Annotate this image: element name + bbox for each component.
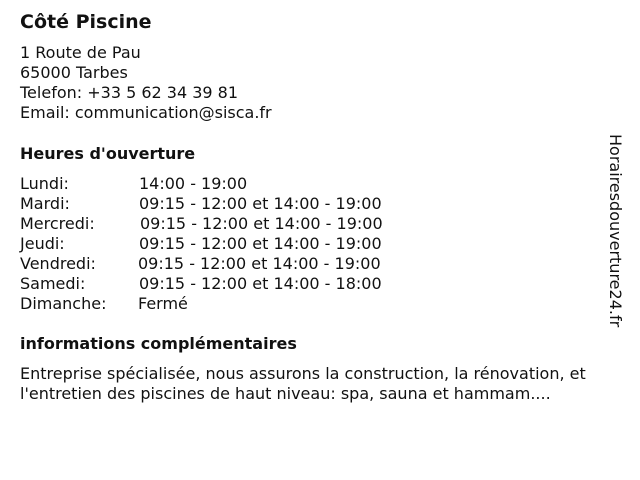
address-street: 1 Route de Pau: [20, 43, 141, 62]
hours-heading: Heures d'ouverture: [20, 144, 196, 163]
contact-block: [20, 43, 272, 123]
info-heading: informations complémentaires: [20, 334, 297, 353]
hours-day: Dimanche:: [20, 294, 107, 313]
business-name: Côté Piscine: [20, 11, 152, 33]
hours-day: Mercredi:: [20, 214, 95, 233]
hours-time: Fermé: [138, 294, 188, 313]
hours-time: 09:15 - 12:00 et 14:00 - 19:00: [138, 254, 381, 273]
hours-time: 09:15 - 12:00 et 14:00 - 19:00: [139, 194, 382, 213]
hours-time: 09:15 - 12:00 et 14:00 - 19:00: [140, 214, 383, 233]
hours-day: Lundi:: [20, 174, 69, 193]
site-watermark: Horairesdouverture24.fr: [606, 134, 625, 328]
hours-day: Jeudi:: [20, 234, 65, 253]
hours-day: Samedi:: [20, 274, 86, 293]
info-description: Entreprise spécialisée, nous assurons la construction, la rénovation, et l'entretien des piscines de haut niveau: spa, sauna et hammam....: [20, 364, 586, 403]
hours-day: Mardi:: [20, 194, 70, 213]
email-text: Email: communication@sisca.fr: [20, 103, 272, 122]
hours-day: Vendredi:: [20, 254, 96, 273]
phone-text: Telefon: +33 5 62 34 39 81: [20, 83, 239, 102]
hours-time: 09:15 - 12:00 et 14:00 - 18:00: [139, 274, 382, 293]
hours-time: 14:00 - 19:00: [139, 174, 248, 193]
address-city: 65000 Tarbes: [20, 63, 128, 82]
hours-time: 09:15 - 12:00 et 14:00 - 19:00: [139, 234, 382, 253]
